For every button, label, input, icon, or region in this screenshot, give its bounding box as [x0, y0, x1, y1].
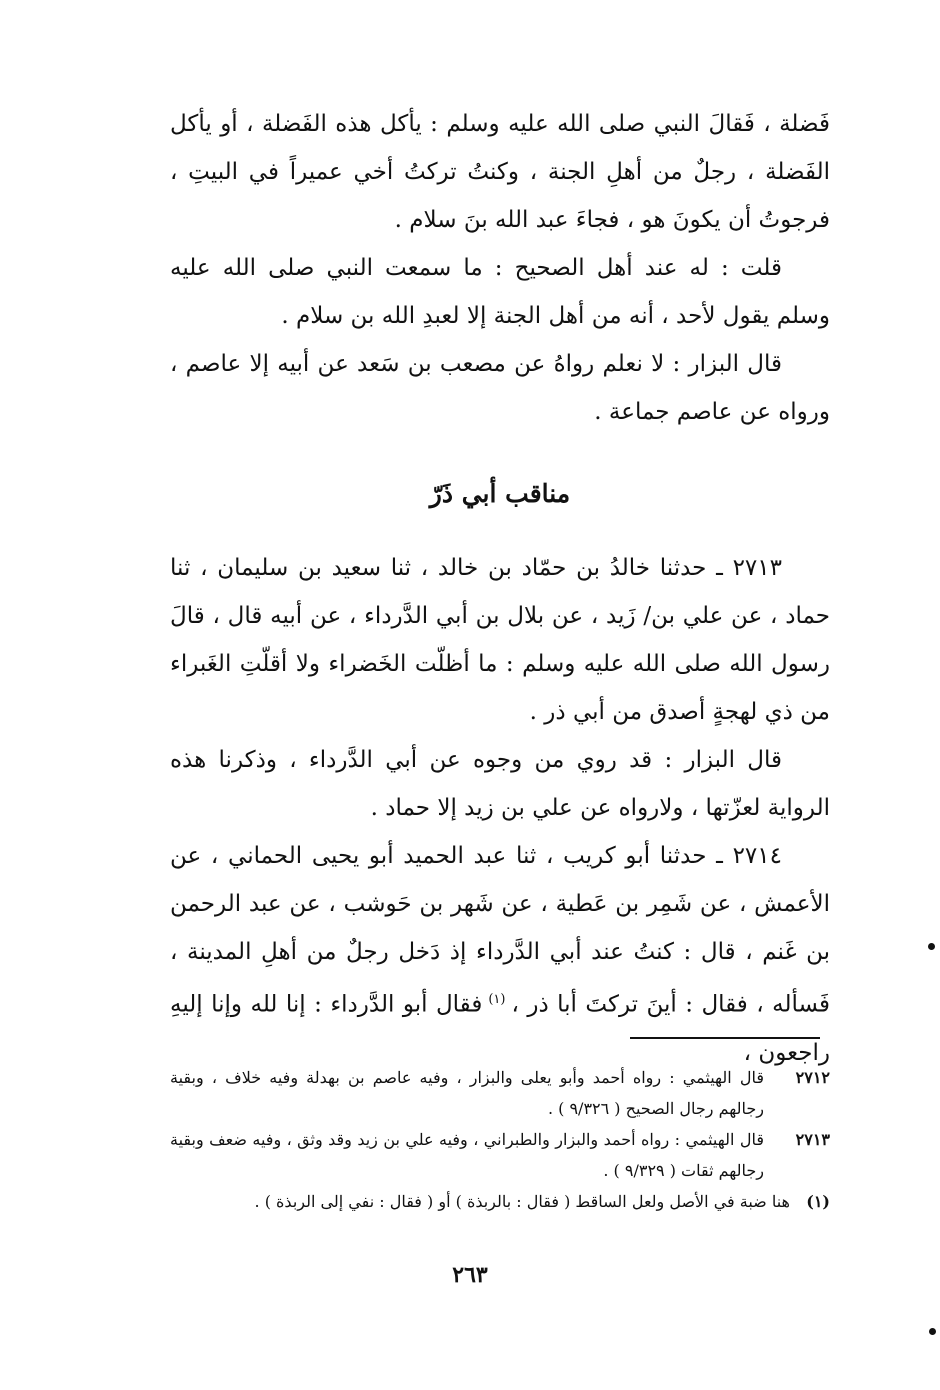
- page-number: ٢٦٣: [452, 1262, 488, 1288]
- hadith-2713-comment: قال البزار : قد روي من وجوه عن أبي الدَّرداء ، وذكرنا هذه الرواية لعزّتها ، ولارواه عن علي بن زيد إلا حماد .: [170, 747, 830, 821]
- hadith-2713: ٢٧١٣ ـ حدثنا خالدُ بن حمّاد بن خالد ، ثنا سعيد بن سليمان ، ثنا حماد ، عن علي بن/ زَيد ، عن بلال بن أبي الدَّرداء ، عن أبيه قال ، قالَ رسول الله صلى الله عليه وسلم : ما أظلّت الخَضراء ولا أقلّتِ الغَبراء من ذي لهجةٍ أصدق من أبي ذر .: [170, 555, 830, 725]
- footnote-2713: [170, 1124, 830, 1186]
- footnote-text: هنا ضبة في الأصل ولعل الساقط ( فقال : بالربذة ) أو ( فقال : نفي إلى الربذة ) .: [254, 1192, 790, 1211]
- hadith-2714-text: ٢٧١٤ ـ حدثنا أبو كريب ، ثنا عبد الحميد أبو يحيى الحماني ، عن الأعمش ، عن شَمِر بن عَطية ، عن شَهر بن حَوشب ، عن عبد الرحمن بن غَنم ، قال : كنتُ عند أبي الدَّرداء إذ دَخل رجلٌ من أهلِ المدينة ، فَسأله ، فقال : أينَ تركتَ أبا ذر ،: [170, 843, 830, 1018]
- footnote-separator: [630, 1037, 820, 1039]
- footnote-marker: (١): [488, 992, 506, 1007]
- hadith-2714-text-after: فقال أبو الدَّرداء : إنا لله وإنا إليهِ راجعون ،: [170, 991, 830, 1066]
- paragraph-bazzar: قال البزار : لا نعلم رواهُ عن مصعب بن سَعد عن أبيه إلا عاصم ، ورواه عن عاصم جماعة .: [170, 351, 830, 425]
- footnote-text: قال الهيثمي : رواه أحمد وأبو يعلى والبزار ، وفيه عاصم بن بهدلة وفيه خلاف ، وبقية رجالهم رجال الصحيح ( ٩/٣٢٦ ) .: [170, 1068, 764, 1118]
- scan-mark: [929, 1328, 936, 1335]
- footnote-number: ٢٧١٣: [795, 1130, 830, 1149]
- footnote-1: [170, 1186, 830, 1217]
- scan-mark: [928, 943, 935, 950]
- section-heading: مناقب أبي ذَرّ: [429, 479, 571, 508]
- footnote-number: (١): [806, 1192, 830, 1211]
- paragraph-continuation: فَضلة ، فَقالَ النبي صلى الله عليه وسلم : يأكل هذه الفَضلة ، أو يأكل الفَضلة ، رجلٌ من أهلِ الجنة ، وكنتُ تركتُ أخي عميراً في البيتِ ، فرجوتُ أن يكونَ هو ، فجاءَ عبد الله بنَ سلام .: [170, 111, 830, 233]
- footnotes: [170, 1062, 830, 1217]
- paragraph-note: قلت : له عند أهل الصحيح : ما سمعت النبي صلى الله عليه وسلم يقول لأحد ، أنه من أهل الجنة إلا لعبدِ الله بن سلام .: [170, 255, 830, 329]
- footnote-text: قال الهيثمي : رواه أحمد والبزار والطبراني ، وفيه علي بن زيد وقد وثق ، وفيه ضعف وبقية رجالهم ثقات ( ٩/٣٢٩ ) .: [170, 1130, 764, 1180]
- footnote-number: ٢٧١٢: [795, 1068, 830, 1087]
- main-text: [170, 100, 830, 1077]
- footnote-2712: [170, 1062, 830, 1124]
- hadith-2714: [170, 832, 830, 1077]
